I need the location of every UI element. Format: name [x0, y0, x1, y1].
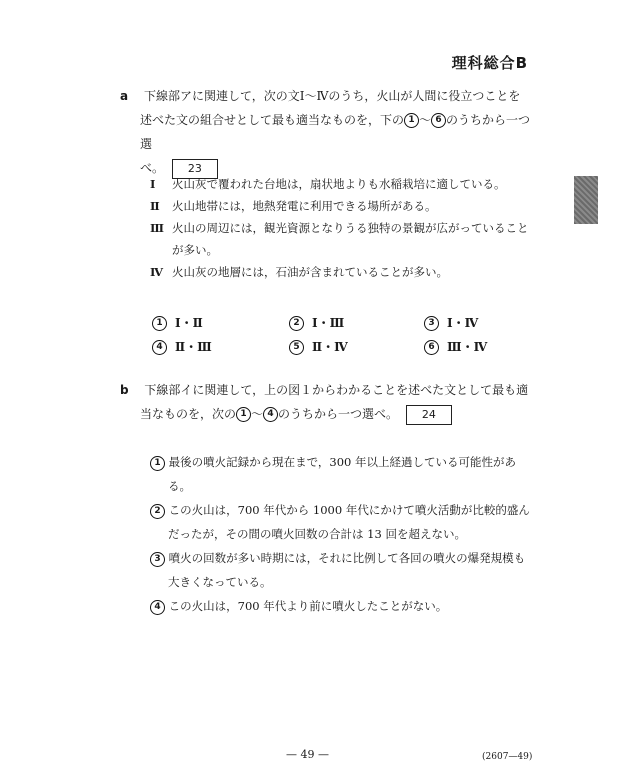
section-tab-marker — [574, 176, 598, 224]
option-3-cont: 大きくなっている。 — [168, 575, 272, 589]
statement-text: が多い。 — [172, 243, 218, 257]
option-1-cont: る。 — [168, 479, 191, 493]
range-to-circle: 6 — [431, 113, 446, 128]
statement-num: Ⅰ — [150, 177, 156, 191]
option-number-circle: 1 — [150, 456, 165, 471]
question-b-line2b: のうちから一つ選べ。 — [278, 407, 399, 421]
range-from-circle: 1 — [236, 407, 251, 422]
answer-box-23[interactable]: 23 — [172, 159, 218, 179]
choice-number-circle: 6 — [424, 340, 439, 355]
statement-num: Ⅲ — [150, 221, 165, 235]
question-a-line1: 下線部アに関連して，次の文Ⅰ～Ⅳのうち，火山が人間に役立つことを — [143, 89, 521, 103]
range-from-circle: 1 — [404, 113, 419, 128]
choice-number-circle: 3 — [424, 316, 439, 331]
choice-number-circle: 1 — [152, 316, 167, 331]
question-b-label: b — [120, 383, 129, 397]
option-number-circle: 2 — [150, 504, 165, 519]
choice-1[interactable] — [152, 314, 203, 331]
option-text: 噴火の回数が多い時期には，それに比例して各回の噴火の爆発規模も — [168, 551, 526, 565]
question-b-line2: 当なものを，次の — [140, 407, 237, 421]
page-code: (2607—49) — [482, 752, 533, 762]
choice-number-circle: 5 — [289, 340, 304, 355]
choice-text: Ⅰ・Ⅱ — [175, 316, 203, 330]
statement-3-cont — [150, 239, 550, 261]
option-text: この火山は，700 年代から 1000 年代にかけて噴火活動が比較的盛ん — [168, 503, 530, 517]
choice-text: Ⅰ・Ⅳ — [447, 316, 479, 330]
question-a-line3: べ。 — [140, 161, 165, 175]
statement-text: 火山の周辺には，観光資源となりうる独特の景観が広がっていること — [172, 221, 529, 235]
choice-6[interactable] — [424, 338, 487, 355]
choice-text: Ⅰ・Ⅲ — [312, 316, 345, 330]
choice-text: Ⅱ・Ⅲ — [175, 340, 212, 354]
range-sep: ～ — [419, 113, 432, 127]
choice-text: Ⅲ・Ⅳ — [447, 340, 488, 354]
statement-2 — [150, 195, 550, 217]
statement-3 — [150, 217, 550, 239]
option-1[interactable] — [150, 450, 540, 474]
option-4[interactable] — [150, 594, 540, 618]
choice-number-circle: 4 — [152, 340, 167, 355]
question-a — [120, 84, 540, 180]
choice-3[interactable] — [424, 314, 478, 331]
statement-num: Ⅳ — [150, 265, 164, 279]
question-b — [120, 378, 540, 426]
range-sep: ～ — [251, 407, 264, 421]
question-a-line2: 述べた文の組合せとして最も適当なものを，下の — [140, 113, 405, 127]
option-number-circle: 4 — [150, 600, 165, 615]
choice-4[interactable] — [152, 338, 212, 355]
choice-5[interactable] — [289, 338, 348, 355]
option-3[interactable] — [150, 546, 540, 570]
page-header-title: 理科総合B — [451, 54, 528, 72]
question-b-line1: 下線部イに関連して，上の図１からわかることを述べた文として最も適 — [144, 383, 529, 397]
range-to-circle: 4 — [263, 407, 278, 422]
page-number: — 49 — — [286, 748, 329, 761]
option-2-cont: だったが，その間の噴火回数の合計は 13 回を超えない。 — [168, 527, 466, 541]
statement-1 — [150, 173, 550, 195]
answer-box-24[interactable]: 24 — [406, 405, 452, 425]
statement-4 — [150, 261, 550, 283]
option-2[interactable] — [150, 498, 540, 522]
choice-text: Ⅱ・Ⅳ — [312, 340, 348, 354]
question-a-label: a — [120, 89, 129, 103]
statement-text: 火山灰の地層には，石油が含まれていることが多い。 — [172, 265, 448, 279]
option-text: 最後の噴火記録から現在まで，300 年以上経過している可能性があ — [168, 455, 517, 469]
options-list — [150, 450, 540, 618]
statement-text: 火山灰で覆われた台地は，扇状地よりも水稲栽培に適している。 — [172, 177, 506, 191]
statement-num: Ⅱ — [150, 199, 160, 213]
option-number-circle: 3 — [150, 552, 165, 567]
statement-text: 火山地帯には，地熱発電に利用できる場所がある。 — [172, 199, 437, 213]
option-text: この火山は，700 年代より前に噴火したことがない。 — [168, 599, 448, 613]
choice-2[interactable] — [289, 314, 344, 331]
choice-number-circle: 2 — [289, 316, 304, 331]
statements-list — [150, 173, 550, 283]
question-a-line2b: のうちから一つ選 — [140, 113, 531, 151]
